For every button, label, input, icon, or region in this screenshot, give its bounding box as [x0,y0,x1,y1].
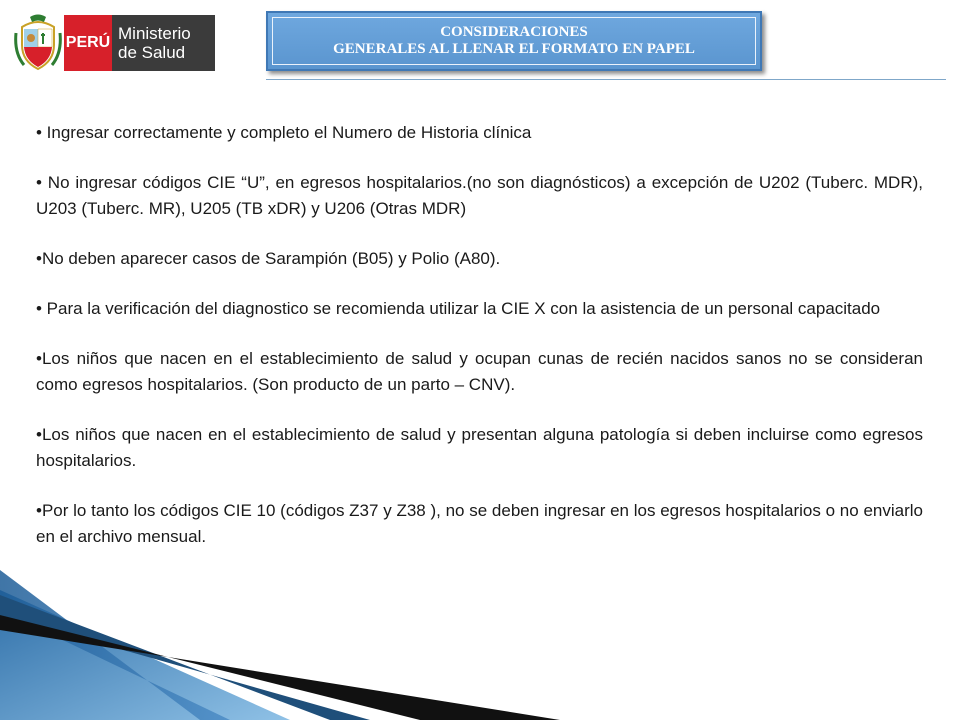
bullet-item: •No deben aparecer casos de Sarampión (B05) y Polio (A80). [36,249,501,268]
bullet-item: • Para la verificación del diagnostico se recomienda utilizar la CIE X con la asistencia de un personal capacitado [36,299,881,318]
ministry-line1: Ministerio [118,24,191,43]
bullet-item: •Los niños que nacen en el establecimiento de salud y ocupan cunas de recién nacidos sanos no se consideran como egresos hospitalarios. (Son producto de un parto – CNV). [36,349,923,394]
bullet-item: • No ingresar códigos CIE “U”, en egresos hospitalarios.(no son diagnósticos) a excepción de U202 (Tuberc. MDR), U203 (Tuberc. MR), U205 (TB xDR) y U206 (Otras MDR) [36,173,923,218]
ministry-label [112,15,215,71]
slide-title-line2: GENERALES AL LLENAR EL FORMATO EN PAPEL [333,41,695,57]
bullet-item: •Los niños que nacen en el establecimiento de salud y presentan alguna patología si deben incluirse como egresos hospitalarios. [36,425,923,470]
ministerio-salud-logo [14,13,201,73]
coat-of-arms-icon [14,13,62,73]
bullet-item: • Ingresar correctamente y completo el Numero de Historia clínica [36,123,532,142]
header-divider [266,79,946,80]
bullet-item: •Por lo tanto los códigos CIE 10 (códigos Z37 y Z38 ), no se deben ingresar en los egresos hospitalarios o no enviarlo en el archivo mensual. [36,501,923,546]
peru-label: PERÚ [64,15,112,71]
slide-title-line1: CONSIDERACIONES [440,24,588,40]
corner-decoration [0,540,560,720]
ministry-line2: de Salud [118,43,186,62]
bullet-list [36,120,923,574]
slide-title-box [266,11,762,71]
slide-title [272,17,756,65]
